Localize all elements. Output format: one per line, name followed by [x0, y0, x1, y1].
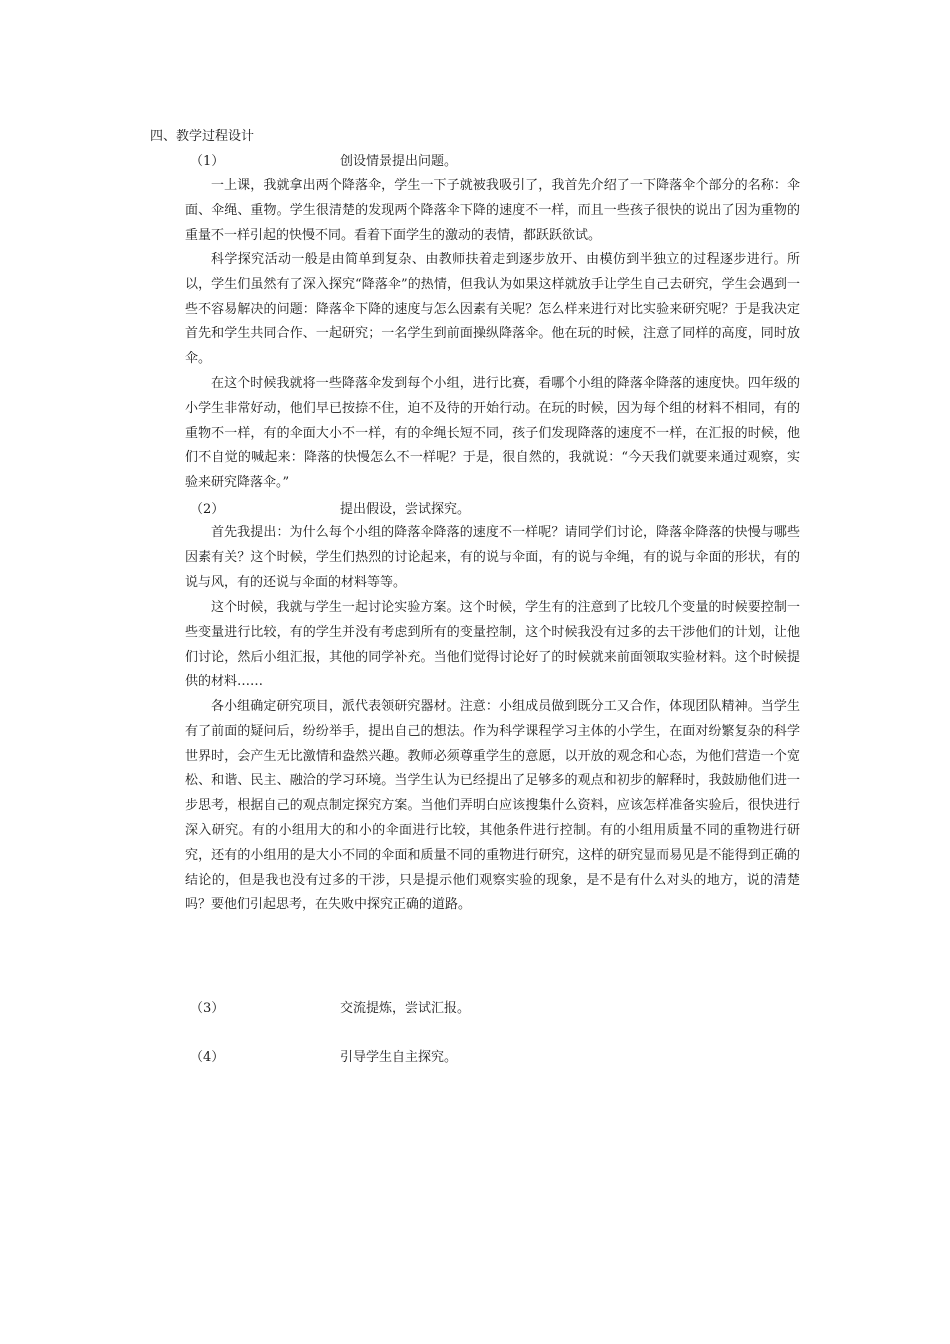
- paragraph: 科学探究活动一般是由简单到复杂、由教师扶着走到逐步放开、由模仿到半独立的过程逐步进行。所以，学生们虽然有了深入探究“降落伞”的热情，但我认为如果这样就放手让学生自己去研究，学生会遇到一些不容易解决的问题：降落伞下降的速度与怎么因素有关呢？怎么样来进行对比实验来研究呢？于是我决定首先和学生共同合作、一起研究；一名学生到前面操纵降落伞。他在玩的时候，注意了同样的高度，同时放伞。: [185, 252, 800, 367]
- step-2-number: （2）: [190, 502, 225, 517]
- section-title: 四、教学过程设计: [150, 129, 255, 144]
- paragraph: 各小组确定研究项目，派代表领研究器材。注意：小组成员做到既分工又合作，体现团队精神。当学生有了前面的疑问后，纷纷举手，提出自己的想法。作为科学课程学习主体的小学生，在面对纷繁复杂的科学世界时，会产生无比激情和盎然兴趣。教师必须尊重学生的意愿，以开放的观念和心态，为他们营造一个宽松、和谐、民主、融洽的学习环境。当学生认为已经提出了足够多的观点和初步的解释时，我鼓励他们进一步思考，根据自己的观点制定探究方案。当他们弄明白应该搜集什么资料，应该怎样准备实验后，很快进行深入研究。有的小组用大的和小的伞面进行比较，其他条件进行控制。有的小组用质量不同的重物进行研究，还有的小组用的是大小不同的伞面和质量不同的重物进行研究，这样的研究显而易见是不能得到正确的结论的，但是我也没有过多的干涉，只是提示他们观察实验的现象，是不是有什么对头的地方，说的清楚吗？要他们引起思考，在失败中探究正确的道路。: [185, 699, 800, 913]
- paragraph: 一上课，我就拿出两个降落伞，学生一下子就被我吸引了，我首先介绍了一下降落伞个部分的名称：伞面、伞绳、重物。学生很清楚的发现两个降落伞下降的速度不一样，而且一些孩子很快的说出了因为重物的重量不一样引起的快慢不同。看着下面学生的激动的表情，都跃跃欲试。: [185, 178, 800, 243]
- step-1-title: 创设情景提出问题。: [340, 154, 458, 169]
- step-3-number: （3）: [190, 1001, 225, 1016]
- step-2-heading: [190, 501, 470, 519]
- paragraph: 这个时候，我就与学生一起讨论实验方案。这个时候，学生有的注意到了比较几个变量的时候要控制一些变量进行比较，有的学生并没有考虑到所有的变量控制，这个时候我没有过多的去干涉他们的计划，让他们讨论，然后小组汇报，其他的同学补充。当他们觉得讨论好了的时候就来前面领取实验材料。这个时候提供的材料……: [185, 600, 800, 690]
- step-1-number: （1）: [190, 154, 225, 169]
- paragraph: 首先我提出：为什么每个小组的降落伞降落的速度不一样呢？请同学们讨论，降落伞降落的快慢与哪些因素有关？这个时候，学生们热烈的讨论起来，有的说与伞面，有的说与伞绳，有的说与伞面的形状，有的说与风，有的还说与伞面的材料等等。: [185, 525, 800, 590]
- step-2-title: 提出假设，尝试探究。: [340, 502, 471, 517]
- step-1-heading: [190, 153, 457, 171]
- step-3-title: 交流提炼，尝试汇报。: [340, 1001, 471, 1016]
- paragraph: 在这个时候我就将一些降落伞发到每个小组，进行比赛，看哪个小组的降落伞降落的速度快。四年级的小学生非常好动，他们早已按捺不住，迫不及待的开始行动。在玩的时候，因为每个组的材料不相同，有的重物不一样，有的伞面大小不一样，有的伞绳长短不同，孩子们发现降落的速度不一样，在汇报的时候，他们不自觉的喊起来：降落的快慢怎么不一样呢？于是，很自然的，我就说：“今天我们就要来通过观察，实验来研究降落伞。”: [185, 376, 800, 491]
- step-4-title: 引导学生自主探究。: [340, 1050, 458, 1065]
- step-4-heading: [190, 1049, 457, 1067]
- step-3-heading: [190, 1000, 470, 1018]
- step-4-number: （4）: [190, 1050, 225, 1065]
